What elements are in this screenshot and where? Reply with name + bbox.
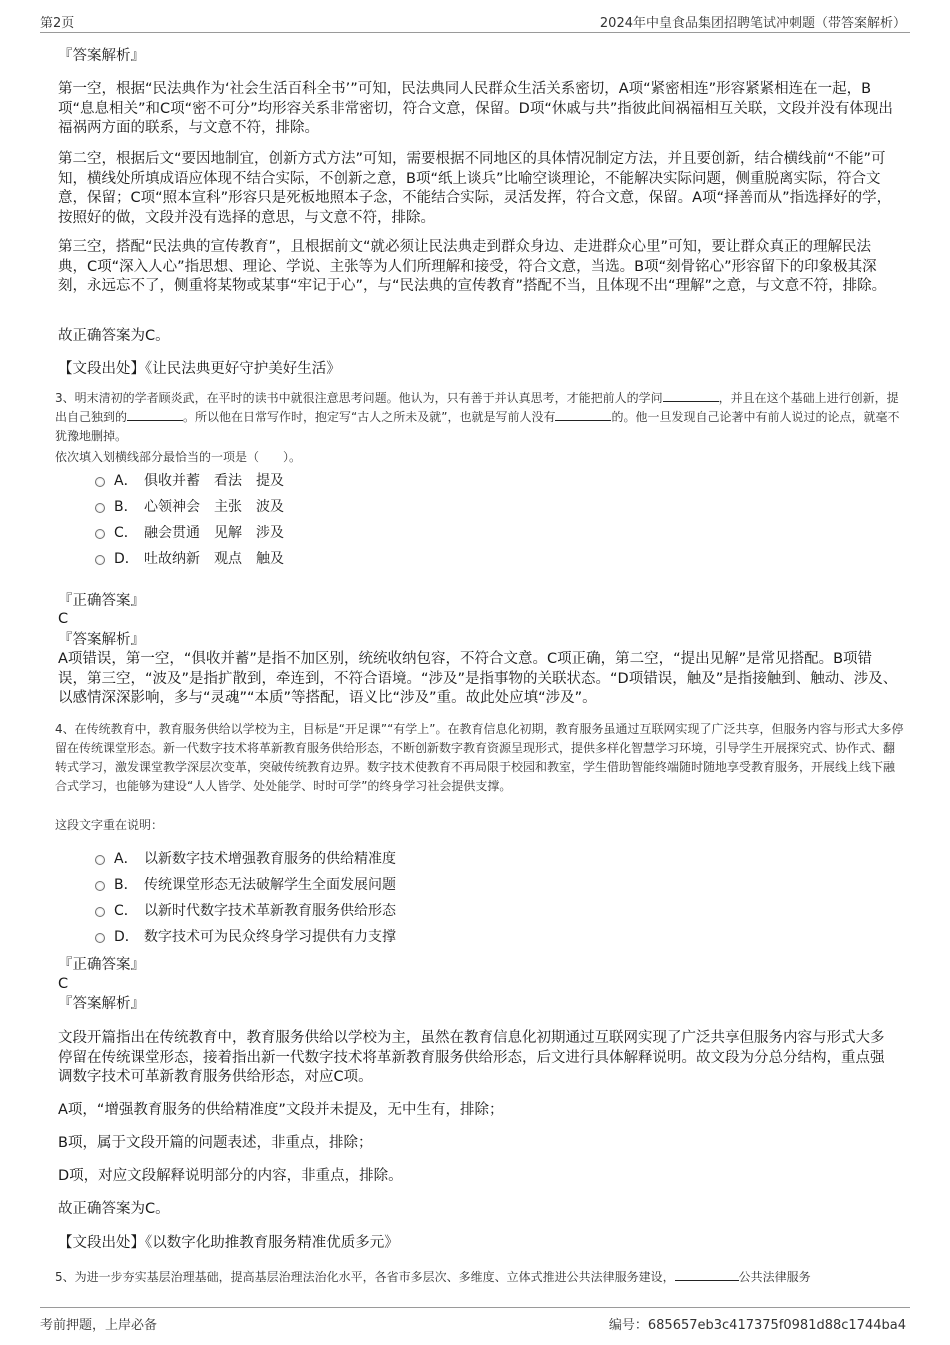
q4-option-d[interactable]: D． 数字技术可为民众终身学习提供有力支撑 (95, 924, 396, 950)
q4-option-b[interactable]: B． 传统课堂形态无法破解学生全面发展问题 (95, 872, 396, 898)
q3-option-c[interactable]: C． 融会贯通 见解 涉及 (95, 520, 284, 546)
radio-icon[interactable] (95, 555, 105, 565)
document-title: 2024年中皇食品集团招聘笔试冲刺题（带答案解析） (599, 16, 906, 31)
q3-option-b[interactable]: B． 心领神会 主张 波及 (95, 494, 284, 520)
radio-icon[interactable] (95, 477, 105, 487)
fill-blank-3 (555, 408, 611, 421)
page-number: 第2页 (40, 16, 75, 31)
radio-icon[interactable] (95, 503, 105, 513)
document-id: 编号：685657eb3c417375f0981d88c1744ba4 (608, 1318, 906, 1333)
radio-icon[interactable] (95, 529, 105, 539)
q2-analysis-para-3: 第三空，搭配“民法典的宣传教育”，且根据前文“就必须让民法典走到群众身边、走进群众心里”可知，要让群众真正的理解民法典，C项“深入人心”指思想、理论、学说、主张等为人们所理解和接受，符合文意，当选。B项“刻骨铭心”形容留下的印象极其深刻，永远忘不了，侧重将某物或某事“牢记于心”，与“民法典的宣传教育”搭配不当，且体现不出“理解”之意，与文意不符，排除。 (58, 239, 887, 294)
q2-source: 【文段出处】《让民法典更好守护美好生活》 (58, 361, 341, 377)
radio-icon[interactable] (95, 855, 105, 865)
q4-options (95, 846, 396, 950)
page-footer (40, 1307, 910, 1332)
q3-option-a[interactable]: A． 俱收并蓄 看法 提及 (95, 468, 284, 494)
q4-option-a[interactable]: A． 以新数字技术增强教育服务的供给精准度 (95, 846, 396, 872)
q2-analysis-label: 『答案解析』 (58, 48, 145, 64)
q4-note-a: A项，“增强教育服务的供给精准度”文段并未提及，无中生有，排除； (58, 1102, 504, 1118)
footer-slogan: 考前押题，上岸必备 (40, 1318, 158, 1333)
q2-analysis-para-1: 第一空，根据“民法典作为‘社会生活百科全书’”可知，民法典同人民群众生活关系密切，A项“紧密相连”形容紧紧相连在一起，B项“息息相关”和C项“密不可分”均形容关系非常密切，符合文意，保留。D项“休戚与共”指彼此间祸福相互关联，文段并没有体现出福祸两方面的联系，与文意不符，排除。 (58, 81, 893, 136)
q4-conclusion: 故正确答案为C。 (58, 1201, 170, 1217)
q3-analysis: A项错误，第一空，“俱收并蓄”是指不加区别，统统收纳包容，不符合文意。C项正确，第二空，“提出见解”是常见搭配。B项错误，第三空，“波及”是指扩散到，牵连到，不符合语境。“涉及”是指事物的关联状态。“D项错误，触及”是指接触到、触动、涉及、以感情深深影响，多与“灵魂”“本质”等搭配，语义比“涉及”重。故此处应填“涉及”。 (58, 651, 898, 706)
q4-note-d: D项，对应文段解释说明部分的内容，非重点，排除。 (58, 1168, 403, 1184)
q3-analysis-label: 『答案解析』 (58, 632, 145, 648)
q4-note-b: B项，属于文段开篇的问题表述，非重点，排除； (58, 1135, 373, 1151)
radio-icon[interactable] (95, 933, 105, 943)
page-header (40, 10, 910, 33)
q4-prompt: 这段文字重在说明： (55, 818, 164, 832)
q3-option-d[interactable]: D． 吐故纳新 观点 触及 (95, 546, 284, 572)
q4-analysis: 文段开篇指出在传统教育中，教育服务供给以学校为主，虽然在教育信息化初期通过互联网实现了广泛共享但服务内容与形式大多停留在传统课堂形态，接着指出新一代数字技术将革新教育服务供给形态，后文进行具体解释说明。故文段为分总分结构，重点强调数字技术可革新教育服务供给形态，对应C项。 (58, 1030, 885, 1085)
q3-options (95, 468, 284, 572)
fill-blank-2 (127, 408, 183, 421)
fill-blank-1 (675, 1268, 739, 1281)
q4-source: 【文段出处】《以数字化助推教育服务精准优质多元》 (58, 1235, 399, 1251)
q2-conclusion: 故正确答案为C。 (58, 328, 170, 344)
radio-icon[interactable] (95, 881, 105, 891)
q3-stem: 3、明末清初的学者顾炎武，在平时的读书中就很注意思考问题。他认为，只有善于并认真思考，才能把前人的学问 ，并且在这个基础上进行创新，提出自己独到的 。所以他在日常写作时，抱定写“古人之所未及就”，也就是写前人没有 的。他一旦发现自己论著中有前人说过的论点，就毫不犹豫地删掉。 (55, 391, 900, 443)
q3-correct-label: 『正确答案』 (58, 593, 145, 609)
q4-analysis-label: 『答案解析』 (58, 996, 145, 1012)
q2-analysis-para-2: 第二空，根据后文“要因地制宜，创新方式方法”可知，需要根据不同地区的具体情况制定方法，并且要创新，结合横线前“不能”可知，横线处所填成语应体现不结合实际，不创新之意，B项“纸上谈兵”比喻空谈理论，不能解决实际问题，侧重脱离实际，符合文意，保留；C项“照本宣科”形容只是死板地照本子念，不能结合实际，灵活发挥，符合文意，保留。A项“择善而从”指选择好的学，按照好的做，文段并没有选择的意思，与文意不符，排除。 (58, 151, 892, 226)
q3-prompt: 依次填入划横线部分最恰当的一项是（ ）。 (55, 450, 302, 464)
q5-stem: 5、为进一步夯实基层治理基础，提高基层治理法治化水平，各省市多层次、多维度、立体式推进公共法律服务建设， 公共法律服务 (55, 1270, 811, 1284)
q4-correct-label: 『正确答案』 (58, 957, 145, 973)
q3-correct-answer: C (58, 611, 69, 627)
q4-option-c[interactable]: C． 以新时代数字技术革新教育服务供给形态 (95, 898, 396, 924)
q4-correct-answer: C (58, 976, 69, 992)
fill-blank-1 (663, 389, 719, 402)
q4-stem: 4、在传统教育中，教育服务供给以学校为主，目标是“开足课”“有学上”。在教育信息化初期，教育服务虽通过互联网实现了广泛共享，但服务内容与形式大多停留在传统课堂形态。新一代数字技术将革新教育服务供给形态，不断创新数字教育资源呈现形式，提供多样化智慧学习环境，引导学生开展探究式、协作式、翻转式学习，激发课堂教学深层次变革，突破传统教育边界。数字技术使教育不再局限于校园和教室，学生借助智能终端随时随地享受教育服务，开展线上线下融合式学习，也能够为建设“人人皆学、处处能学、时时可学”的终身学习社会提供支撑。 (55, 722, 904, 793)
radio-icon[interactable] (95, 907, 105, 917)
